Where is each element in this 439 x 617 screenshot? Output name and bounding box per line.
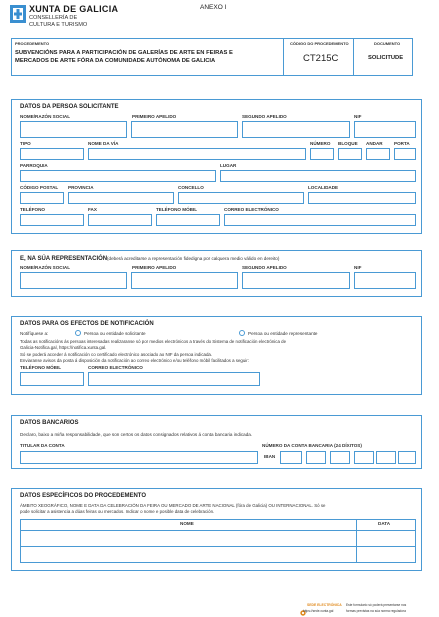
- account-number-label: NÚMERO DA CONTA BANCARIA (24 DÍXITOS): [262, 443, 362, 448]
- applicant-number-label: NÚMERO: [310, 141, 331, 146]
- procedure-title-line2: MERCADOS DE ARTE FÓRA DA COMUNIDADE AUTÓNOMA DE GALICIA: [15, 58, 216, 64]
- fairs-col-date: DATA: [378, 521, 391, 526]
- applicant-block-label: BLOQUE: [338, 141, 358, 146]
- applicant-council-label: CONCELLO: [178, 185, 204, 190]
- applicant-mobile-label: TELÉFONO MÓBIL: [156, 207, 198, 212]
- applicant-surname2-label: SEGUNDO APELIDO: [242, 114, 287, 119]
- applicant-number-field[interactable]: [310, 148, 334, 160]
- applicant-block-field[interactable]: [338, 148, 362, 160]
- iban-digits-3[interactable]: [330, 451, 350, 464]
- notification-mobile-label: TELÉFONO MÓBIL: [20, 365, 62, 370]
- applicant-phone-field[interactable]: [20, 214, 84, 226]
- footer-note-line2: formas previstas na súa norma reguladora: [346, 609, 406, 613]
- department-line2: CULTURA E TURISMO: [29, 22, 88, 28]
- xunta-logo: [10, 5, 26, 23]
- bank-declaration: Declaro, baixo a miña responsabilidade, que son certos os datos consignados relativos á conta bancaria indicada.: [20, 432, 253, 437]
- fairs-row-1-date[interactable]: [357, 531, 415, 545]
- applicant-door-field[interactable]: [394, 148, 416, 160]
- applicant-street-label: NOME DA VÍA: [88, 141, 119, 146]
- applicant-surname1-label: PRIMEIRO APELIDO: [132, 114, 177, 119]
- notification-paragraph-2: Só se poderá acceder á notificación co certificado electrónico asociado ao NIF da persoa indicada.: [20, 352, 213, 357]
- notify-applicant-label: Persoa ou entidade solicitante: [84, 331, 146, 336]
- applicant-nif-label: NIF: [354, 114, 362, 119]
- notify-representative-radio[interactable]: [239, 330, 245, 336]
- representative-surname1-label: PRIMEIRO APELIDO: [132, 265, 177, 270]
- bank-section-title: DATOS BANCARIOS: [20, 420, 79, 426]
- applicant-parish-label: PARROQUIA: [20, 163, 48, 168]
- notification-paragraph-1b: Galicia-Notifica.gal, https://notifica.xunta.gal.: [20, 345, 107, 350]
- notify-to-label: Notifíquese a:: [20, 331, 49, 336]
- procedure-title-line1: SUBVENCIÓNS PARA A PARTICIPACIÓN DE GALERÍAS DE ARTE EN FEIRAS E: [15, 50, 233, 56]
- applicant-surname2-field[interactable]: [242, 121, 350, 138]
- applicant-nif-field[interactable]: [354, 121, 416, 138]
- applicant-mobile-field[interactable]: [156, 214, 220, 226]
- department-line1: CONSELLERÍA DE: [29, 15, 78, 21]
- notify-representative-label: Persoa ou entidade representante: [248, 331, 318, 336]
- procedure-code-value: CT215C: [303, 53, 339, 64]
- fairs-col-name: NOME: [180, 521, 194, 526]
- account-holder-label: TITULAR DA CONTA: [20, 443, 65, 448]
- applicant-fax-field[interactable]: [88, 214, 152, 226]
- applicant-surname1-field[interactable]: [131, 121, 238, 138]
- sede-seal-label: SEDE ELECTRÓNICA: [307, 603, 342, 607]
- iban-label: IBAN: [264, 454, 276, 459]
- procedure-code-label: CÓDIGO DO PROCEDEMENTO: [290, 41, 349, 46]
- iban-digits-6[interactable]: [398, 451, 416, 464]
- iban-digits-4[interactable]: [354, 451, 374, 464]
- procedure-divider-1: [283, 38, 284, 76]
- representative-surname2-label: SEGUNDO APELIDO: [242, 265, 287, 270]
- representative-nif-field[interactable]: [354, 272, 416, 289]
- notify-applicant-radio[interactable]: [75, 330, 81, 336]
- applicant-locality-field[interactable]: [308, 192, 416, 204]
- applicant-section-title: DATOS DA PERSOA SOLICITANTE: [20, 104, 119, 110]
- applicant-floor-field[interactable]: [366, 148, 390, 160]
- notification-email-label: CORREO ELECTRÓNICO: [88, 365, 143, 370]
- applicant-zip-label: CÓDIGO POSTAL: [20, 185, 59, 190]
- procedure-divider-2: [353, 38, 354, 76]
- fairs-row-1-name[interactable]: [21, 531, 355, 545]
- notification-mobile-field[interactable]: [20, 372, 84, 386]
- applicant-type-label: TIPO: [20, 141, 31, 146]
- footer-url[interactable]: https://sede.xunta.gal: [303, 609, 334, 613]
- notification-email-field[interactable]: [88, 372, 260, 386]
- procedure-label: PROCEDEMENTO: [15, 41, 50, 46]
- applicant-place-field[interactable]: [220, 170, 416, 182]
- representative-surname1-field[interactable]: [131, 272, 238, 289]
- applicant-parish-field[interactable]: [20, 170, 216, 182]
- applicant-floor-label: ANDAR: [366, 141, 383, 146]
- applicant-province-label: PROVINCIA: [68, 185, 94, 190]
- representative-section-title: E, NA SÚA REPRESENTACIÓN: [20, 256, 108, 262]
- applicant-phone-label: TELÉFONO: [20, 207, 46, 212]
- notification-paragraph-1a: Todas as notificacións ás persoas interesadas realizaranse só por medios electrónicos a través do Sistema de notificación electrónica de: [20, 339, 287, 344]
- iban-digits-2[interactable]: [306, 451, 326, 464]
- applicant-zip-field[interactable]: [20, 192, 64, 204]
- brand-name: XUNTA DE GALICIA: [29, 4, 119, 14]
- notification-section-title: DATOS PARA OS EFECTOS DE NOTIFICACIÓN: [20, 321, 154, 327]
- iban-digits-1[interactable]: [280, 451, 302, 464]
- applicant-type-field[interactable]: [20, 148, 84, 160]
- document-value: SOLICITUDE: [368, 55, 404, 61]
- representative-nif-label: NIF: [354, 265, 362, 270]
- applicant-email-label: CORREO ELECTRÓNICO: [224, 207, 279, 212]
- iban-digits-5[interactable]: [376, 451, 396, 464]
- footer-note-line1: Este formulario só poderá presentarse nos: [346, 603, 407, 607]
- applicant-locality-label: LOCALIDADE: [308, 185, 339, 190]
- representative-surname2-field[interactable]: [242, 272, 350, 289]
- applicant-place-label: LUGAR: [220, 163, 237, 168]
- applicant-province-field[interactable]: [68, 192, 174, 204]
- applicant-fax-label: FAX: [88, 207, 97, 212]
- account-holder-field[interactable]: [20, 451, 258, 464]
- representative-title-note: (deberá acreditarse a representación fidedigna por calquera medio válido en dereito): [107, 256, 280, 261]
- applicant-door-label: PORTA: [394, 141, 410, 146]
- applicant-council-field[interactable]: [178, 192, 304, 204]
- representative-name-label: NOME/RAZÓN SOCIAL: [20, 265, 71, 270]
- applicant-name-label: NOME/RAZÓN SOCIAL: [20, 114, 71, 119]
- fairs-row-2-name[interactable]: [21, 547, 355, 562]
- annex-label: ANEXO I: [200, 4, 227, 11]
- document-label: DOCUMENTO: [374, 41, 401, 46]
- applicant-street-field[interactable]: [88, 148, 306, 160]
- fairs-row-2-date[interactable]: [357, 547, 415, 562]
- applicant-email-field[interactable]: [224, 214, 416, 226]
- specific-description-line2: pode solicitar a asistencia a dúas feiras ou mercados. Indicar o nome e posible data de celebración.: [20, 509, 215, 514]
- representative-name-field[interactable]: [20, 272, 127, 289]
- specific-description-line1: ÁMBITO XEOGRÁFICO, NOME E DATA DA CELEBRACIÓN DA FEIRA OU MERCADO DE ARTE NACIONAL (fóra de Galicia) OU INTERNACIONAL. Só se: [20, 503, 326, 508]
- notification-paragraph-3: Enviaranse avisos da posta á disposición da notificación ao correo electrónico e/ou teléfono móbil facilitados a seguir:: [20, 358, 249, 363]
- specific-section-title: DATOS ESPECÍFICOS DO PROCEDEMENTO: [20, 493, 147, 499]
- applicant-name-field[interactable]: [20, 121, 127, 138]
